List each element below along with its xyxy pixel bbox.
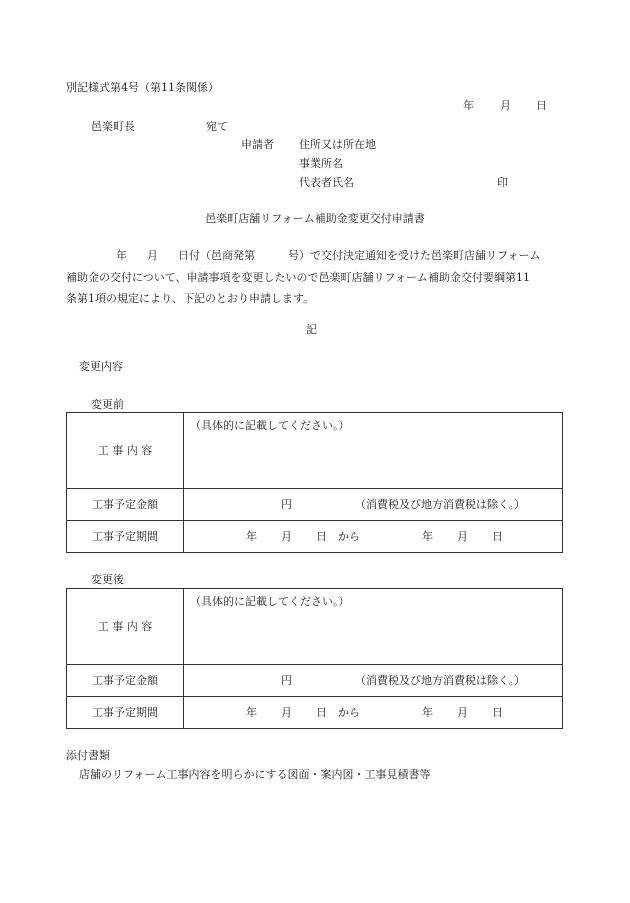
after-amount-row [67,665,563,697]
ki-mark: 記 [306,323,317,336]
after-period-cell[interactable] [184,697,563,729]
before-period-day1: 日 [316,529,327,543]
after-amount-cell[interactable] [184,665,563,697]
before-period-from: から [338,529,360,543]
addressee-to: 宛て [206,120,228,133]
before-amount-cell[interactable] [184,489,563,521]
seal-label: 印 [497,176,508,189]
document-title: 邑楽町店舗リフォーム補助金変更交付申請書 [205,212,425,225]
before-period-month2: 月 [457,529,468,543]
before-amount-label: 工事予定金額 [67,489,184,521]
applicant-business-name-label: 事業所名 [299,157,343,170]
after-table [66,588,563,729]
after-period-day1: 日 [316,705,327,719]
after-work-input[interactable]: （具体的に記載してください。） [184,589,563,665]
body-month: 月 [147,249,158,262]
body-line-1 [66,245,566,267]
after-period-year1: 年 [246,705,257,719]
body-line1-rest: 日付（邑商発第 号）で交付決定通知を受けた邑楽町店舗リフォーム [178,249,541,262]
after-period-day2: 日 [492,705,503,719]
body-paragraph [66,245,566,310]
attachments-heading: 添付書類 [66,749,110,762]
body-line-2: 補助金の交付について、申請事項を変更したいので邑楽町店舗リフォーム補助金交付要綱第11 [66,270,531,284]
applicant-representative-label: 代表者氏名 [299,176,354,189]
attachments-content: 店舗のリフォーム工事内容を明らかにする図面・案内図・工事見積書等 [79,768,431,781]
after-period-label: 工事予定期間 [67,697,184,729]
before-work-row [67,413,563,489]
addressee-mayor: 邑楽町長 [91,120,135,133]
after-heading: 変更後 [91,573,124,586]
after-work-row [67,589,563,665]
before-amount-note: （消費税及び地方消費税は除く。） [355,497,526,511]
before-period-year1: 年 [246,529,257,543]
before-work-input[interactable]: （具体的に記載してください。） [184,413,563,489]
date-day-label: 日 [536,99,547,112]
after-amount-note: （消費税及び地方消費税は除く。） [355,673,526,687]
applicant-address-label: 住所又は所在地 [299,138,376,151]
body-year: 年 [116,249,127,262]
change-content-heading: 変更内容 [79,360,123,373]
before-heading: 変更前 [91,398,124,411]
date-month-label: 月 [500,99,511,112]
before-table [66,412,563,553]
after-amount-label: 工事予定金額 [67,665,184,697]
applicant-label: 申請者 [241,138,274,151]
after-period-month1: 月 [281,705,292,719]
after-work-label: 工 事 内 容 [67,589,184,665]
after-period-year2: 年 [422,705,433,719]
before-period-row [67,521,563,553]
after-period-month2: 月 [457,705,468,719]
date-year-label: 年 [463,99,474,112]
form-number: 別記様式第4号（第11条関係） [66,81,219,94]
before-period-label: 工事予定期間 [67,521,184,553]
before-amount-row [67,489,563,521]
before-period-day2: 日 [492,529,503,543]
before-amount-yen: 円 [281,497,292,511]
after-period-row [67,697,563,729]
before-period-cell[interactable] [184,521,563,553]
body-line-3: 条第1項の規定により、下記のとおり申請します。 [66,292,315,305]
before-period-year2: 年 [422,529,433,543]
before-period-month1: 月 [281,529,292,543]
after-amount-yen: 円 [281,673,292,687]
after-period-from: から [338,705,360,719]
before-work-label: 工 事 内 容 [67,413,184,489]
